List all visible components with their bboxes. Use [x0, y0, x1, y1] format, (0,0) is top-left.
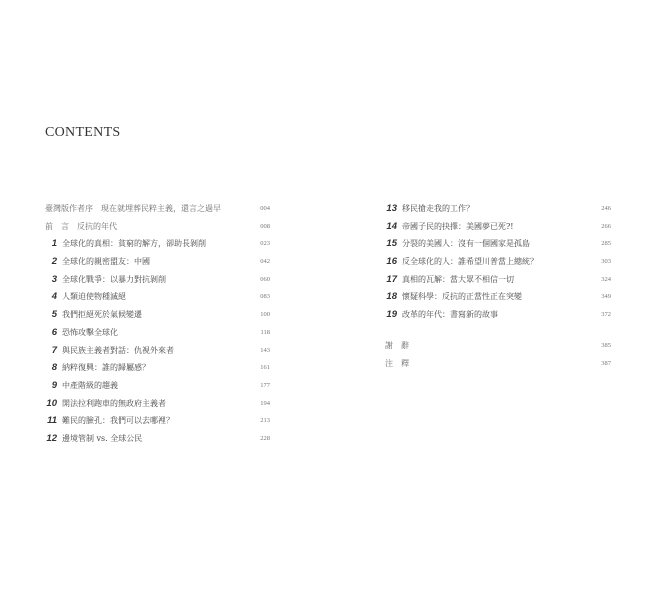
entry-page: 008	[260, 222, 270, 230]
entry-title: 難民的臉孔：我們可以去哪裡？	[62, 416, 174, 426]
entry-title: 真相的瓦解：當大眾不相信一切	[402, 274, 514, 284]
entry-title: 全球化的真相：貧窮的解方，卻助長剝削	[62, 239, 206, 249]
entry-title: 前 言 反抗的年代	[45, 221, 117, 231]
entry-title: 邊境管制 vs. 全球公民	[62, 433, 143, 443]
entry-title: 懷疑科學：反抗的正當性正在突變	[402, 292, 522, 302]
entry-page: 246	[601, 205, 611, 212]
chapter-number: 16	[386, 256, 397, 268]
toc-entry[interactable]	[45, 271, 270, 289]
entry-title: 全球化的親密盟友：中國	[62, 257, 150, 267]
toc-entry[interactable]	[45, 200, 270, 218]
entry-title: 注 釋	[385, 358, 409, 368]
chapter-number: 6	[51, 326, 57, 338]
chapter-number: 15	[386, 238, 397, 250]
entry-title: 我們拒絕死於氣候變遷	[62, 310, 142, 320]
section-spacer	[385, 324, 611, 337]
toc-entry[interactable]	[45, 395, 270, 413]
toc-entry[interactable]	[385, 271, 611, 289]
toc-entry[interactable]	[385, 306, 611, 324]
toc-entry[interactable]	[45, 253, 270, 271]
toc-entry[interactable]	[385, 235, 611, 253]
toc-entry[interactable]	[385, 253, 611, 271]
entry-title: 帝國子民的抉擇：美國夢已死?!	[402, 221, 514, 231]
chapter-number: 8	[51, 362, 57, 374]
entry-title: 與民族主義者對話：仇視外來者	[62, 345, 174, 355]
entry-title: 改革的年代：書寫新的故事	[402, 310, 498, 320]
entry-page: 118	[260, 328, 270, 336]
entry-page: 083	[260, 293, 270, 301]
entry-page: 100	[260, 311, 270, 319]
chapter-number: 13	[386, 203, 397, 214]
entry-title: 臺灣版作者序 現在就埋葬民粹主義，還言之過早	[45, 204, 221, 213]
chapter-number: 14	[386, 220, 397, 232]
contents-heading: CONTENTS	[45, 125, 121, 140]
entry-page: 285	[601, 240, 611, 248]
chapter-number: 4	[51, 291, 57, 303]
entry-title: 移民搶走我的工作？	[402, 204, 474, 213]
toc-entry[interactable]	[45, 377, 270, 395]
entry-page: 194	[260, 399, 270, 407]
chapter-number: 19	[386, 309, 397, 321]
toc-entry[interactable]	[45, 359, 270, 377]
toc-entry[interactable]	[385, 355, 611, 373]
entry-page: 213	[260, 417, 270, 425]
chapter-number: 11	[47, 415, 57, 427]
entry-title: 謝 辭	[385, 340, 409, 350]
entry-page: 385	[601, 341, 611, 349]
entry-title: 全球化戰爭：以暴力對抗剝削	[62, 274, 166, 284]
entry-page: 023	[260, 240, 270, 248]
entry-page: 060	[260, 275, 270, 283]
entry-title: 人類迫使物種滅絕	[62, 292, 126, 302]
chapter-number: 18	[386, 291, 397, 303]
entry-title: 開法拉利跑車的無政府主義者	[62, 398, 166, 408]
toc-entry[interactable]	[45, 288, 270, 306]
entry-page: 161	[260, 364, 270, 372]
entry-page: 372	[601, 311, 611, 319]
entry-page: 177	[260, 381, 270, 389]
toc-entry[interactable]	[385, 288, 611, 306]
toc-entry[interactable]	[385, 218, 611, 236]
entry-page: 387	[601, 359, 611, 367]
toc-entry[interactable]	[385, 200, 611, 218]
entry-title: 恐怖攻擊全球化	[62, 327, 118, 337]
entry-page: 228	[260, 434, 270, 442]
toc-entry[interactable]	[45, 430, 270, 448]
entry-page: 042	[260, 258, 270, 266]
toc-right-column	[385, 200, 611, 372]
entry-page: 324	[601, 275, 611, 283]
entry-title: 中產階級的趨義	[62, 380, 118, 390]
entry-page: 303	[601, 258, 611, 266]
toc-left-column	[45, 200, 270, 448]
entry-page: 266	[601, 222, 611, 230]
chapter-number: 3	[51, 273, 57, 285]
toc-entry[interactable]	[385, 337, 611, 355]
chapter-number: 2	[51, 256, 57, 268]
toc-entry[interactable]	[45, 218, 270, 236]
toc-entry[interactable]	[45, 324, 270, 342]
entry-title: 納粹復興：誰的歸屬感？	[62, 363, 150, 373]
toc-entry[interactable]	[45, 306, 270, 324]
chapter-number: 12	[46, 432, 57, 444]
chapter-number: 9	[51, 379, 57, 391]
entry-title: 反全球化的人：誰希望川普當上總統？	[402, 257, 538, 267]
entry-title: 分裂的美國人：沒有一個國家是孤島	[402, 239, 530, 249]
chapter-number: 17	[386, 273, 397, 285]
entry-page: 349	[601, 293, 611, 301]
chapter-number: 5	[51, 309, 57, 321]
toc-entry[interactable]	[45, 342, 270, 360]
entry-page: 004	[260, 205, 270, 212]
toc-entry[interactable]	[45, 235, 270, 253]
chapter-number: 7	[51, 344, 57, 356]
chapter-number: 10	[46, 397, 57, 409]
chapter-number: 1	[51, 238, 57, 250]
entry-page: 143	[260, 346, 270, 354]
toc-entry[interactable]	[45, 412, 270, 430]
